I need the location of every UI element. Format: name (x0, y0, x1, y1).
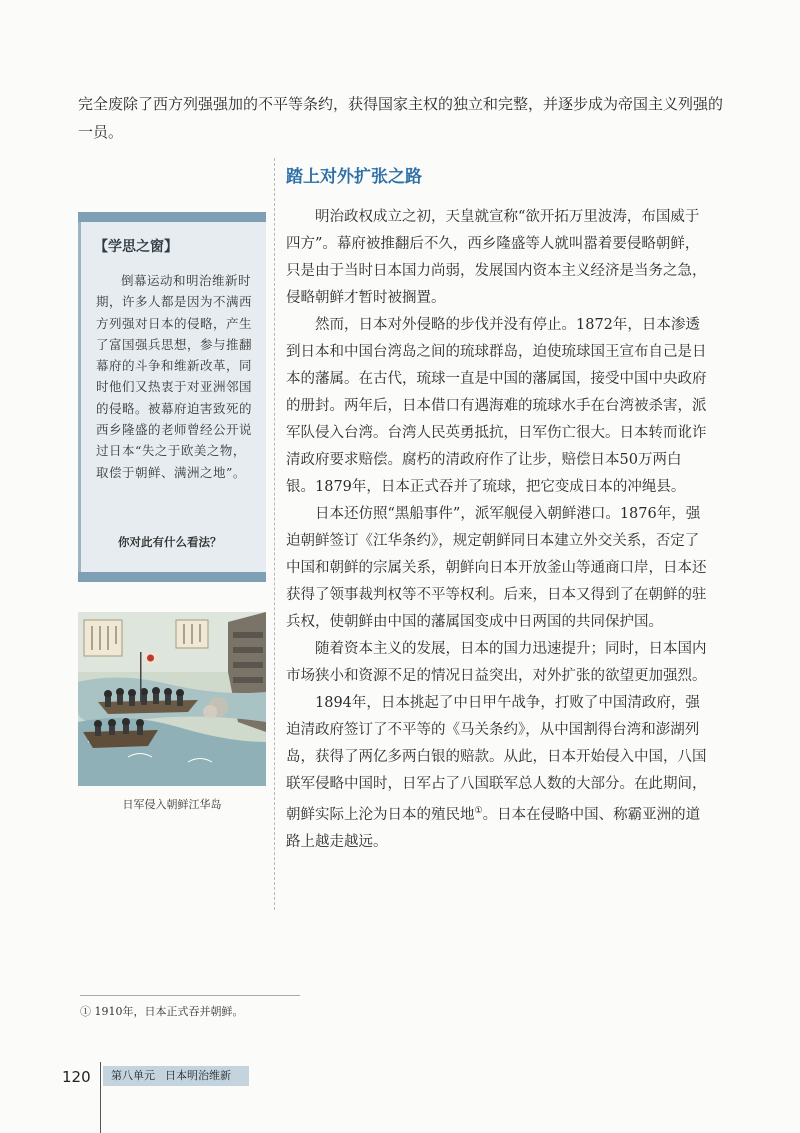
image-caption: 日军侵入朝鲜江华岛 (122, 798, 222, 811)
column-divider (274, 158, 275, 910)
footnote: ① 1910年，日本正式吞并朝鲜。 (80, 1005, 244, 1018)
paragraph: 明治政权成立之初，天皇就宣称“欲开拓万里波涛，布国威于四方”。幕府被推翻后不久，西乡隆盛等人就叫嚣着要侵略朝鲜，只是由于当时日本国力尚弱，发展国内资本主义经济是当务之急，侵略朝鲜才暂时被搁置。 (286, 209, 707, 306)
paragraph: 然而，日本对外侵略的步伐并没有停止。1872年，日本渗透到日本和中国台湾岛之间的琉球群岛，迫使琉球国王宣布自己是日本的藩属。在古代，琉球一直是中国的藩属国，接受中国中央政府的册封。两年后，日本借口有遇海难的琉球水手在台湾被杀害，派军队侵入台湾。台湾人民英勇抵抗，日军伤亡很大。日本转而讹诈清政府要求赔偿。腐朽的清政府作了让步，赔偿日本50万两白银。1879年，日本正式吞并了琉球，把它变成日本的冲绳县。 (286, 317, 707, 495)
sidebar-top-bar (78, 212, 266, 222)
footer-vertical-line (100, 1062, 101, 1133)
paragraph-text: 1894年，日本挑起了中日甲午战争，打败了中国清政府，强迫清政府签订了不平等的《马关条约》，从中国割得台湾和澎湖列岛，获得了两亿多两白银的赔款。从此，日本开始侵入中国，八国联军侵略中国时，日军占了八国联军总人数的大部分。在此期间，朝鲜实际上沦为日本的殖民地 (286, 695, 707, 823)
main-text (286, 204, 710, 856)
footnote-rule (80, 995, 300, 996)
paragraph: 日本还仿照“黑船事件”，派军舰侵入朝鲜港口。1876年，强迫朝鲜签订《江华条约》，规定朝鲜同日本建立外交关系，否定了中国和朝鲜的宗属关系，朝鲜向日本开放釜山等通商口岸，日本还获得了领事裁判权等不平等权利。后来，日本又得到了在朝鲜的驻兵权，使朝鲜由中国的藩属国变成中日两国的共同保护国。 (286, 506, 707, 630)
paragraph-text-end: 。日本在侵略中国、称霸亚洲的道路上越走越远。 (286, 806, 701, 850)
sidebar-title: 【学思之窗】 (94, 239, 178, 255)
footnote-marker[interactable]: ① (474, 806, 483, 816)
unit-label: 第八单元 (111, 1069, 155, 1082)
sidebar-left-bar (78, 222, 81, 572)
study-window-box (78, 212, 266, 582)
unit-tab (103, 1066, 249, 1086)
section-title: 踏上对外扩张之路 (286, 167, 422, 187)
sidebar-body: 倒幕运动和明治维新时期，许多人都是因为不满西方列强对日本的侵略，产生了富国强兵思想，参与推翻幕府的斗争和维新改革，同时他们又热衷于对亚洲邻国的侵略。被幕府迫害致死的西乡隆盛的老师曾经公开说过日本“失之于欧美之物，取偿于朝鲜、满洲之地”。 (96, 273, 253, 480)
unit-title: 日本明治维新 (165, 1069, 231, 1082)
paragraph (286, 690, 710, 856)
historical-illustration (78, 612, 266, 786)
sidebar-question: 你对此有什么看法？ (118, 535, 222, 549)
page-number: 120 (62, 1068, 91, 1086)
battle-painting (78, 612, 266, 786)
paragraph: 随着资本主义的发展，日本的国力迅速提升；同时，日本国内市场狭小和资源不足的情况日益突出，对外扩张的欲望更加强烈。 (286, 641, 707, 684)
sidebar-bottom-bar (78, 572, 266, 582)
intro-paragraph: 完全废除了西方列强强加的不平等条约，获得国家主权的独立和完整，并逐步成为帝国主义列强的一员。 (78, 95, 724, 141)
